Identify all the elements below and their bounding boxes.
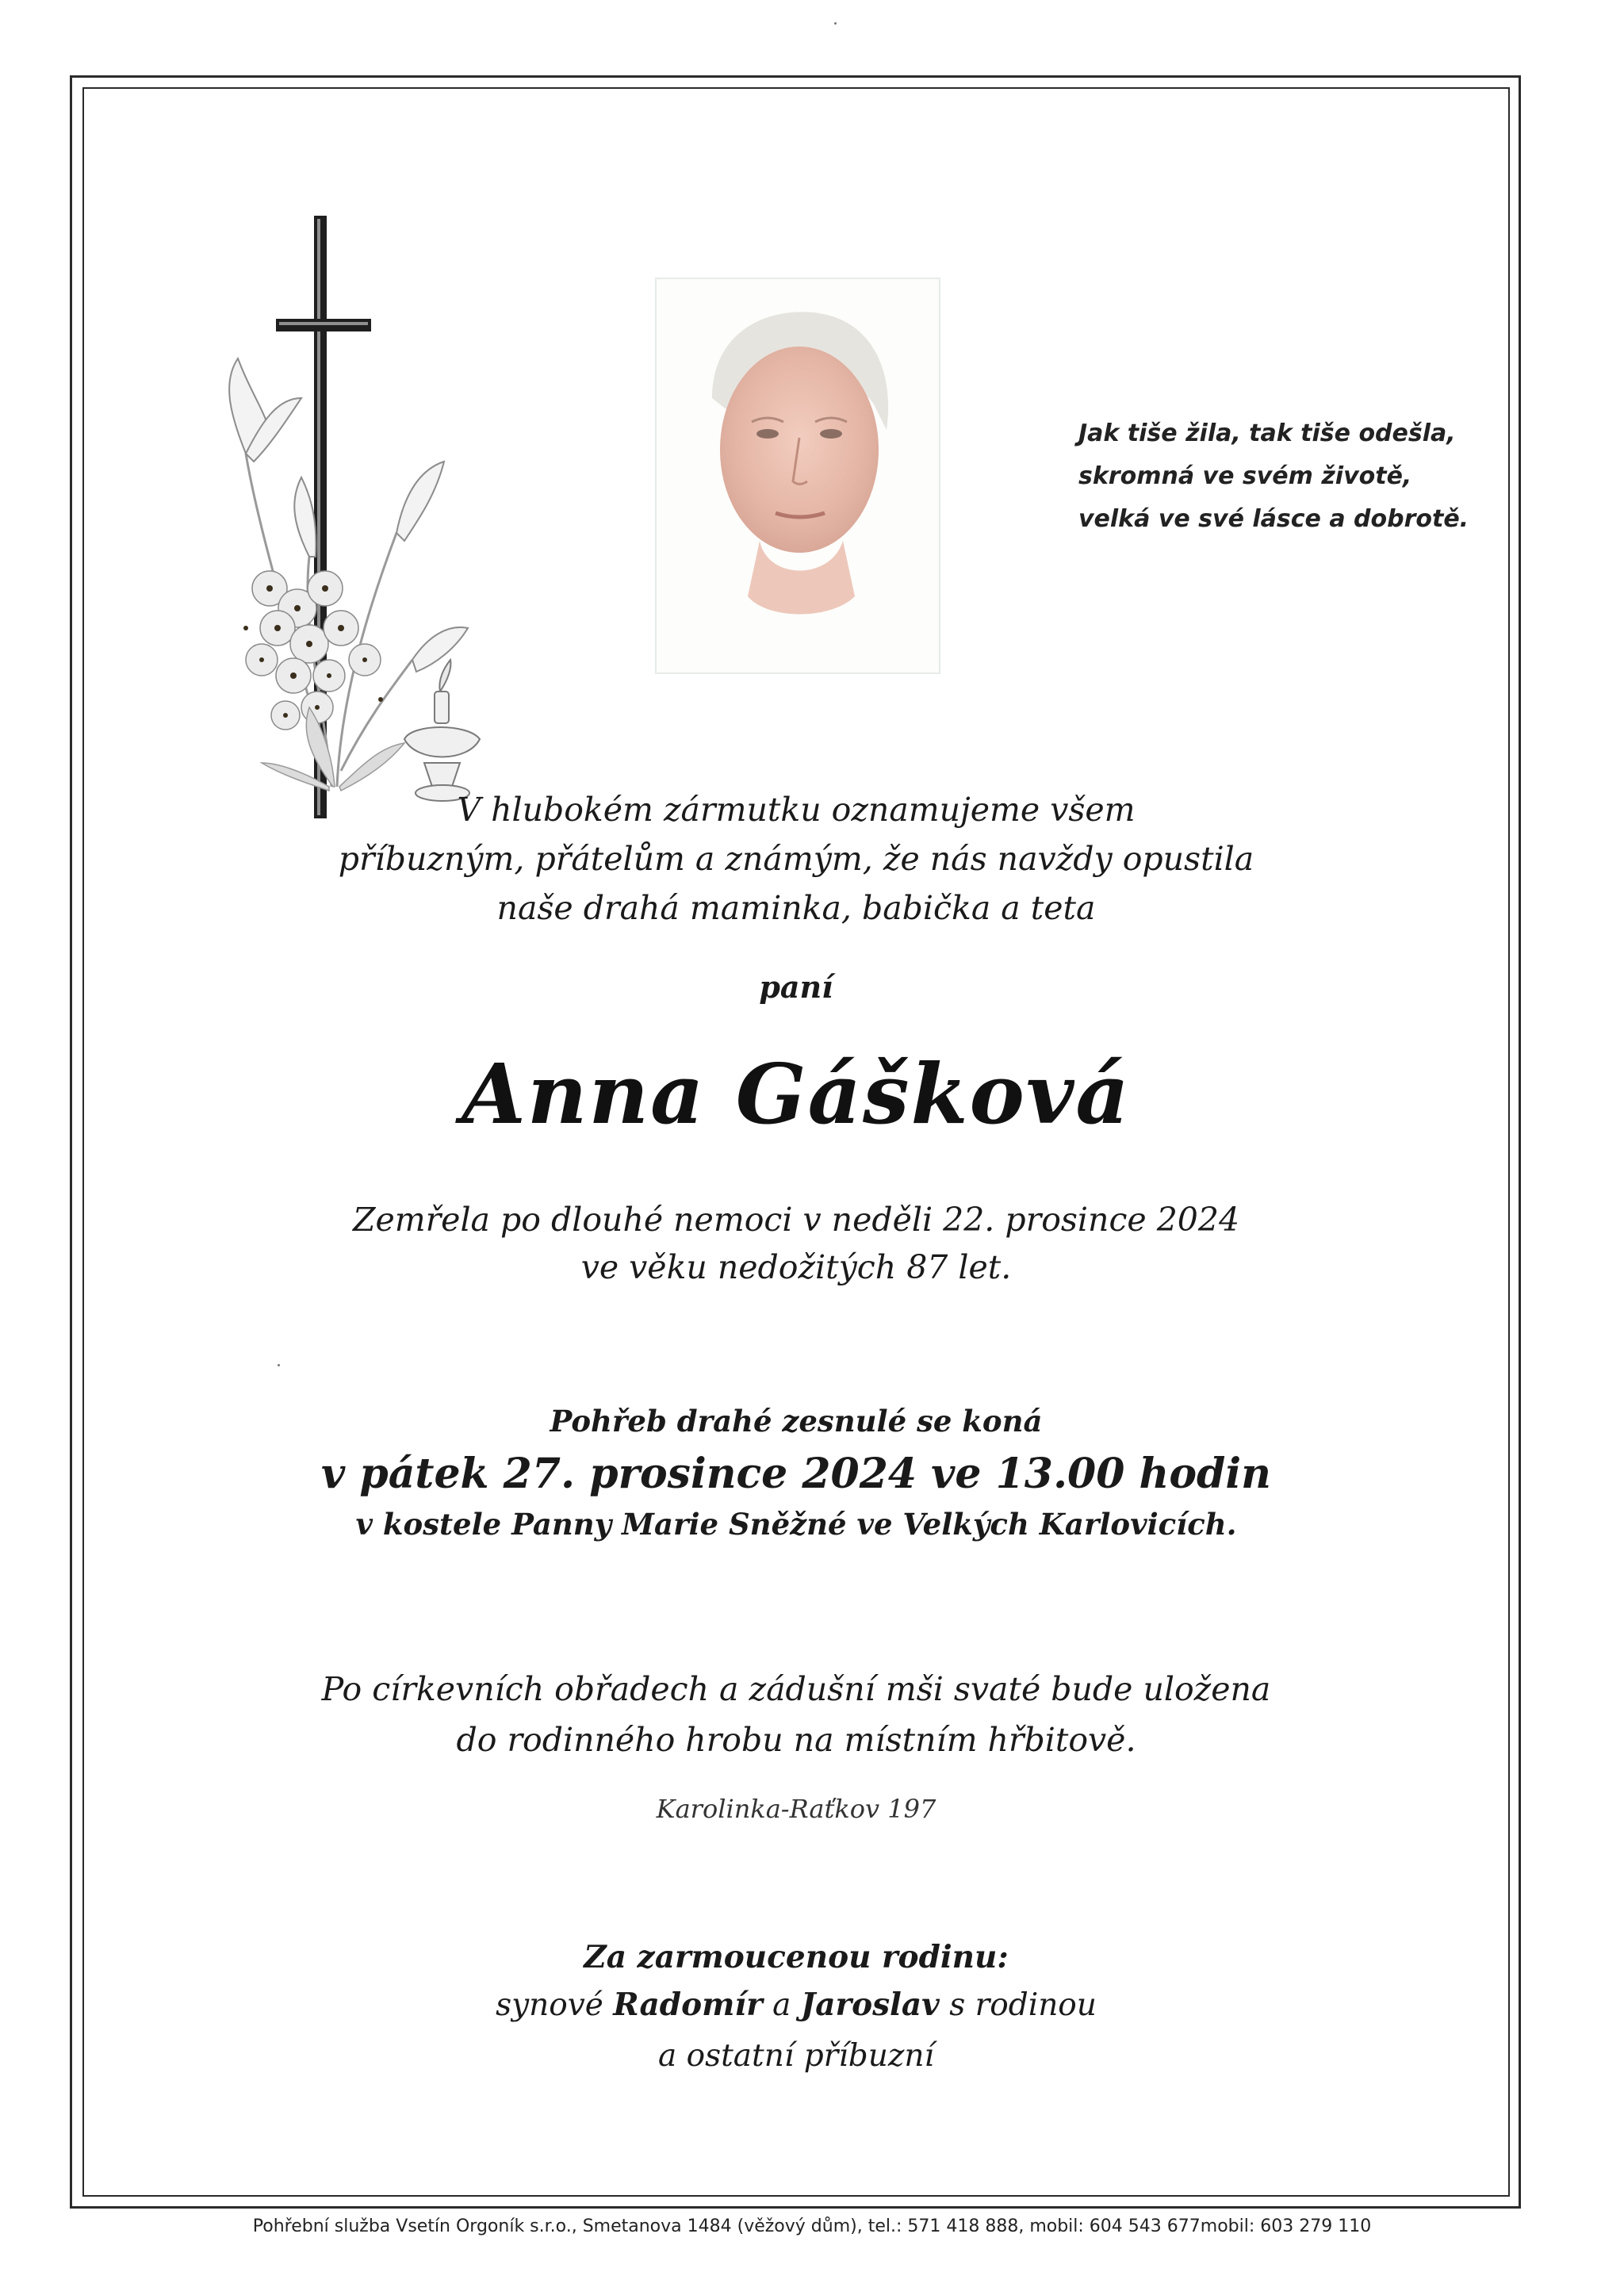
son-name: Radomír (613, 1987, 763, 2023)
conjunction: a (772, 1987, 791, 2023)
burial-line: Po církevních obřadech a zádušní mši svaté bude uložena (321, 1670, 1271, 1708)
motto (1078, 412, 1491, 541)
portrait-photo (655, 278, 940, 674)
announcement (82, 785, 1510, 933)
son-name: Jaroslav (800, 1987, 940, 2023)
footer-funeral-service: Pohřební služba Vsetín Orgoník s.r.o., Smetanova 1484 (věžový dům), tel.: 571 418 888, mobil: 604 543 677mobil: 603 279 110 (252, 2216, 1372, 2236)
motto-line: skromná ve svém životě, (1078, 462, 1412, 490)
scan-speck (834, 22, 837, 25)
family-rest: a ostatní příbuzní (657, 2038, 935, 2074)
announcement-line: příbuzným, přátelům a známým, že nás navždy opustila (338, 840, 1254, 878)
death-line: ve věku nedožitých 87 let. (580, 1248, 1012, 1286)
funeral-lead: Pohřeb drahé zesnulé se koná (550, 1404, 1043, 1439)
funeral-date: v pátek 27. prosince 2024 ve 13.00 hodin (321, 1450, 1271, 1498)
family-sons (82, 1987, 1510, 2023)
honorific: paní (759, 969, 833, 1005)
sons-suffix: s rodinou (949, 1987, 1097, 2023)
death-line: Zemřela po dlouhé nemoci v neděli 22. prosince 2024 (352, 1201, 1240, 1239)
portrait-person-icon (657, 279, 939, 672)
oil-lamp-icon (404, 660, 480, 801)
death-info (82, 1196, 1510, 1291)
burial-info (82, 1664, 1510, 1765)
announcement-line: V hlubokém zármutku oznamujeme všem (457, 791, 1136, 829)
announcement-line: naše drahá maminka, babička a teta (496, 889, 1096, 927)
burial-line: do rodinného hrobu na místním hřbitově. (456, 1721, 1136, 1759)
cross-with-flowers-icon (214, 216, 515, 826)
deceased-name: Anna Gášková (462, 1045, 1131, 1143)
motto-line: velká ve své lásce a dobrotě. (1078, 505, 1469, 533)
motto-line: Jak tiše žila, tak tiše odešla, (1078, 420, 1456, 447)
address: Karolinka-Raťkov 197 (656, 1794, 936, 1824)
funeral-place: v kostele Panny Marie Sněžné ve Velkých Karlovicích. (355, 1507, 1237, 1542)
sons-prefix: synové (496, 1987, 603, 2023)
family-lead: Za zarmoucenou rodinu: (584, 1939, 1009, 1975)
